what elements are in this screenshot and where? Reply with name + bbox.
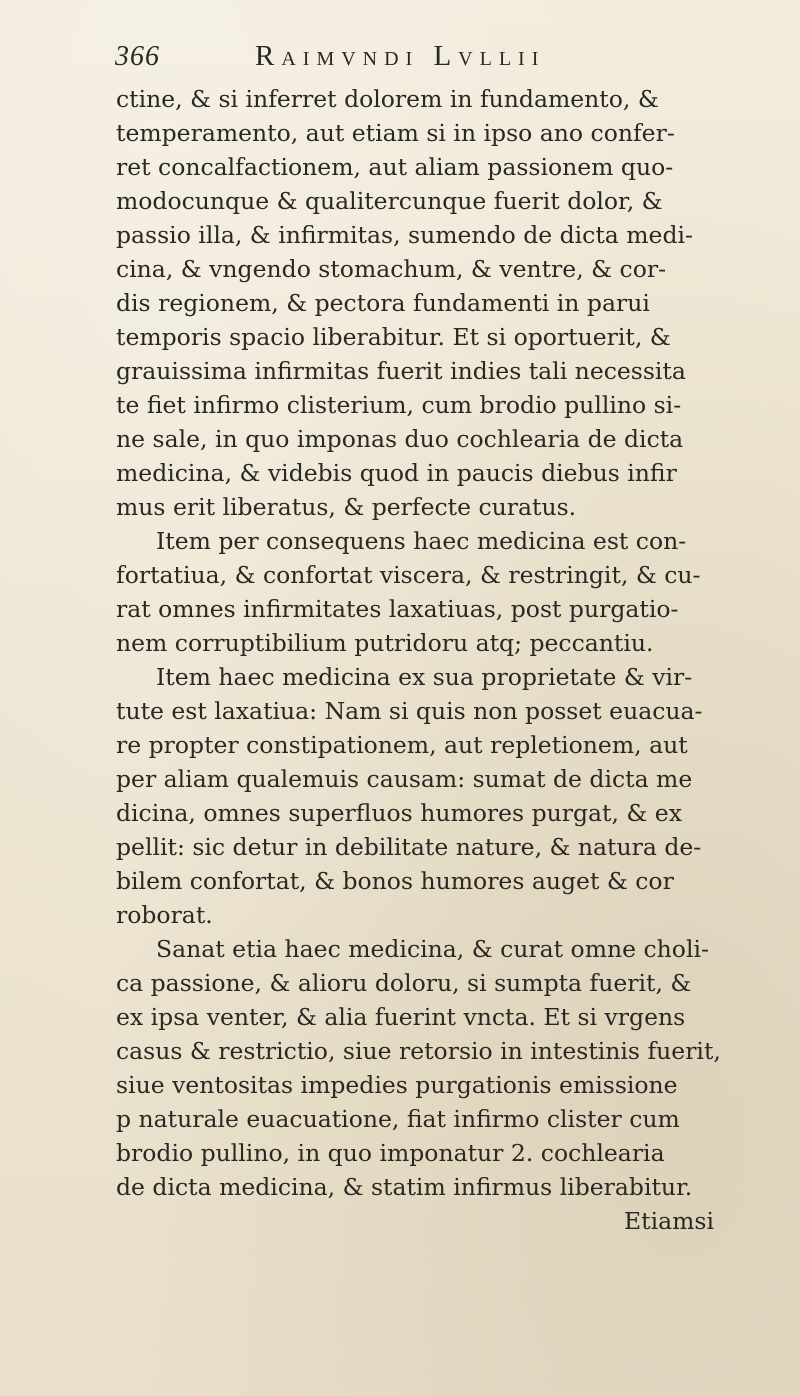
text-line: dicina, omnes superfluos humores purgat, & ex xyxy=(116,799,682,827)
paragraph-start-line: Sanat etia haec medicina, & curat omne choli- xyxy=(156,935,709,963)
running-head: Raimvndi Lvllii xyxy=(255,40,546,72)
text-line: fortatiua, & confortat viscera, & restringit, & cu- xyxy=(116,561,701,589)
text-line: tute est laxatiua: Nam si quis non posset euacua- xyxy=(116,697,703,725)
text-line: temperamento, aut etiam si in ipso ano confer- xyxy=(116,119,675,147)
text-line: ret concalfactionem, aut aliam passionem quo- xyxy=(116,153,674,181)
text-line: bilem confortat, & bonos humores auget & cor xyxy=(116,867,674,895)
text-line: temporis spacio liberabitur. Et si oportuerit, & xyxy=(116,323,671,351)
page-header xyxy=(115,40,715,80)
text-line: ex ipsa venter, & alia fuerint vncta. Et si vrgens xyxy=(116,1003,686,1031)
text-line: te fiet infirmo clisterium, cum brodio pullino si- xyxy=(116,391,682,419)
page-number: 366 xyxy=(115,41,160,72)
text-line: siue ventositas impedies purgationis emissione xyxy=(116,1071,678,1099)
catchword: Etiamsi xyxy=(624,1207,714,1235)
paragraph-start-line: Item per consequens haec medicina est con- xyxy=(156,527,687,555)
text-line: pellit: sic detur in debilitate nature, & natura de- xyxy=(116,833,702,861)
text-line: de dicta medicina, & statim infirmus liberabitur. xyxy=(116,1173,693,1201)
text-line: grauissima infirmitas fuerit indies tali necessita xyxy=(116,357,686,385)
text-line: nem corruptibilium putridoru atq; peccantiu. xyxy=(116,629,654,657)
text-line: modocunque & qualitercunque fuerit dolor, & xyxy=(116,187,663,215)
body-text xyxy=(116,82,796,1238)
text-line: ne sale, in quo imponas duo cochlearia de dicta xyxy=(116,425,684,453)
text-line: ctine, & si inferret dolorem in fundamento, & xyxy=(116,85,659,113)
text-line: re propter constipationem, aut repletionem, aut xyxy=(116,731,688,759)
text-line: passio illa, & infirmitas, sumendo de dicta medi- xyxy=(116,221,693,249)
text-line: rat omnes infirmitates laxatiuas, post purgatio- xyxy=(116,595,679,623)
text-line: medicina, & videbis quod in paucis diebus infir xyxy=(116,459,677,487)
text-line: cina, & vngendo stomachum, & ventre, & cor- xyxy=(116,255,667,283)
text-line: p naturale euacuatione, fiat infirmo clister cum xyxy=(116,1105,680,1133)
text-line: dis regionem, & pectora fundamenti in parui xyxy=(116,289,650,317)
text-line: brodio pullino, in quo imponatur 2. cochlearia xyxy=(116,1139,665,1167)
text-line: mus erit liberatus, & perfecte curatus. xyxy=(116,493,577,521)
text-line: per aliam qualemuis causam: sumat de dicta me xyxy=(116,765,693,793)
paragraph-start-line: Item haec medicina ex sua proprietate & vir- xyxy=(156,663,693,691)
text-line: roborat. xyxy=(116,901,213,929)
text-line: casus & restrictio, siue retorsio in intestinis fuerit, xyxy=(116,1037,721,1065)
text-line: ca passione, & alioru doloru, si sumpta fuerit, & xyxy=(116,969,692,997)
